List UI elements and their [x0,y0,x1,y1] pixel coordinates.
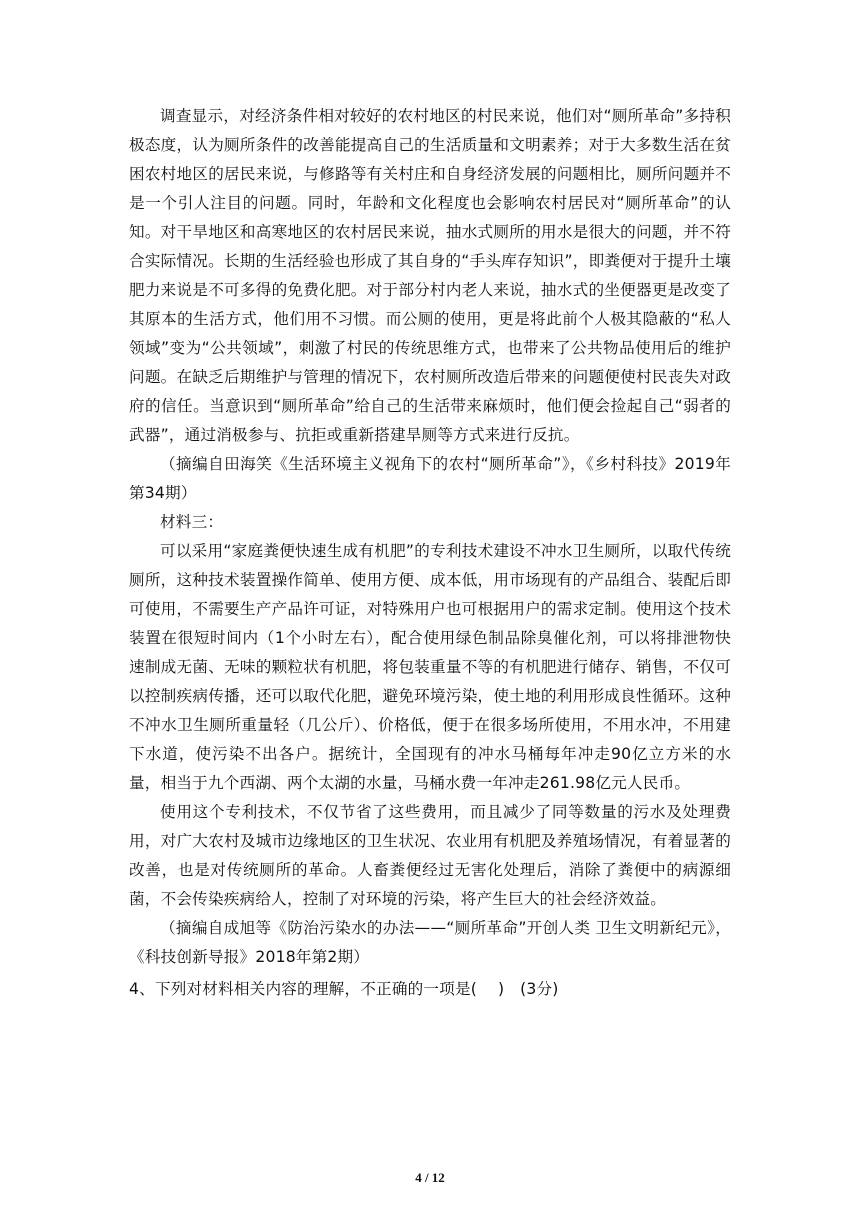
source-citation-1: （摘编自田海笑《生活环境主义视角下的农村“厕所革命”》，《乡村科技》2019年第34期） [129,455,731,502]
question-4: 4、下列对材料相关内容的理解，不正确的一项是( ) (3分) [129,980,559,998]
document-body [129,102,731,1004]
source-citation-2: （摘编自成旭等《防治污染水的办法——“厕所革命”开创人类 卫生文明新纪元》，《科技创新导报》2018年第2期） [129,919,731,966]
material-three-heading: 材料三： [160,513,224,531]
page-number: 4 / 12 [415,1170,445,1185]
paragraph-benefits: 使用这个专利技术，不仅节省了这些费用，而且减少了同等数量的污水及处理费用，对广大农村及城市边缘地区的卫生状况、农业用有机肥及养殖场情况，有着显著的改善，也是对传统厕所的革命。人畜粪便经过无害化处理后，消除了粪便中的病源细菌，不会传染疾病给人，控制了对环境的污染，将产生巨大的社会经济效益。 [129,803,731,908]
paragraph-patent-tech: 可以采用“家庭粪便快速生成有机肥”的专利技术建设不冲水卫生厕所，以取代传统厕所，这种技术装置操作简单、使用方便、成本低，用市场现有的产品组合、装配后即可使用，不需要生产产品许可证，对特殊用户也可根据用户的需求定制。使用这个技术装置在很短时间内（1个小时左右），配合使用绿色制品除臭催化剂，可以将排泄物快速制成无菌、无味的颗粒状有机肥，将包装重量不等的有机肥进行储存、销售，不仅可以控制疾病传播，还可以取代化肥，避免环境污染，使土地的利用形成良性循环。这种不冲水卫生厕所重量轻（几公斤）、价格低，便于在很多场所使用，不用水冲，不用建下水道，使污染不出各户。据统计，全国现有的冲水马桶每年冲走90亿立方米的水量，相当于九个西湖、两个太湖的水量，马桶水费一年冲走261.98亿元人民币。 [129,542,731,792]
paragraph-survey: 调查显示，对经济条件相对较好的农村地区的村民来说，他们对“厕所革命”多持积极态度，认为厕所条件的改善能提高自己的生活质量和文明素养；对于大多数生活在贫困农村地区的居民来说，与修路等有关村庄和自身经济发展的问题相比，厕所问题并不是一个引人注目的问题。同时，年龄和文化程度也会影响农村居民对“厕所革命”的认知。对干旱地区和高寒地区的农村居民来说，抽水式厕所的用水是很大的问题，并不符合实际情况。长期的生活经验也形成了其自身的“手头库存知识”，即粪便对于提升土壤肥力来说是不可多得的免费化肥。对于部分村内老人来说，抽水式的坐便器更是改变了其原本的生活方式，他们用不习惯。而公厕的使用，更是将此前个人极其隐蔽的“私人领域”变为“公共领域”，刺激了村民的传统思维方式，也带来了公共物品使用后的维护问题。在缺乏后期维护与管理的情况下，农村厕所改造后带来的问题便使村民丧失对政府的信任。当意识到“厕所革命”给自己的生活带来麻烦时，他们便会捡起自己“弱者的武器”，通过消极参与、抗拒或重新搭建旱厕等方式来进行反抗。 [129,107,731,444]
